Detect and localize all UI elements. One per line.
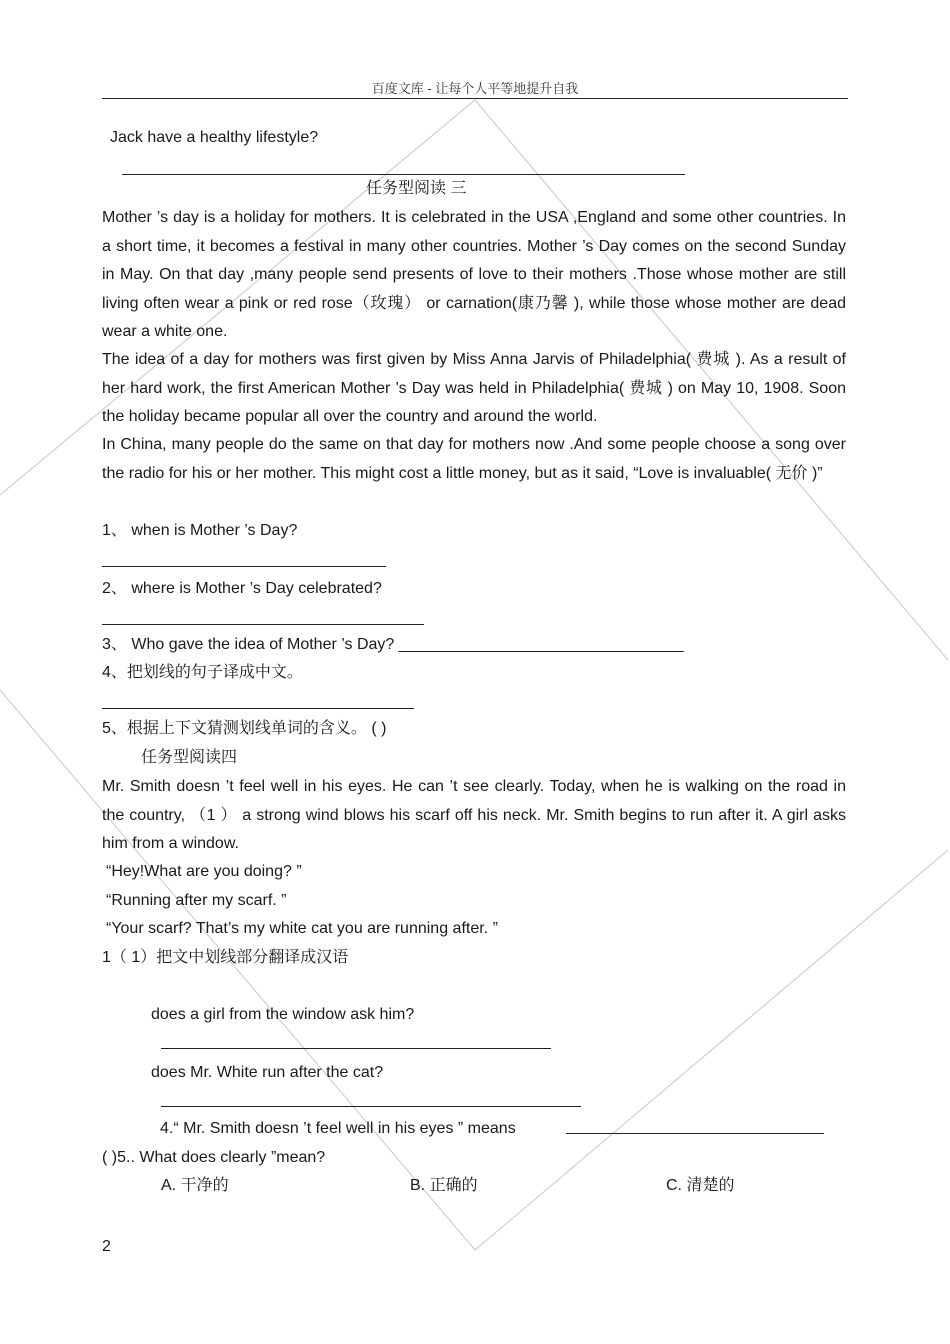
answer-line	[102, 708, 414, 709]
section4-question-3: does Mr. White run after the cat?	[151, 1064, 384, 1081]
answer-line	[161, 1106, 581, 1107]
answer-line	[102, 624, 424, 625]
section3-question-2: 2、 where is Mother ’s Day celebrated?	[102, 580, 382, 597]
page-header: 百度文库 - 让每个人平等地提升自我	[371, 81, 579, 96]
dialogue-line-2: “Running after my scarf. ”	[106, 892, 287, 909]
section3-question-3: 3、 Who gave the idea of Mother ’s Day? ________________________________	[102, 636, 684, 653]
section4-question-2: does a girl from the window ask him?	[151, 1006, 415, 1023]
section3-question-1: 1、 when is Mother ’s Day?	[102, 522, 298, 539]
answer-line	[122, 174, 685, 175]
page-number: 2	[102, 1238, 111, 1255]
header-rule	[102, 98, 848, 99]
prev-question: Jack have a healthy lifestyle?	[110, 129, 319, 146]
answer-line	[102, 566, 386, 567]
option-c: C. 清楚的	[666, 1177, 735, 1194]
dialogue-line-3: “Your scarf? That’s my white cat you are running after. ”	[106, 920, 498, 937]
dialogue-line-1: “Hey!What are you doing? ”	[106, 863, 302, 880]
section3-question-4: 4、把划线的句子译成中文。	[102, 664, 303, 681]
answer-line	[161, 1048, 551, 1049]
option-a: A. 干净的	[161, 1177, 229, 1194]
section4-title: 任务型阅读四	[141, 749, 238, 766]
section3-paragraph-1: Mother ’s day is a holiday for mothers. It is celebrated in the USA ,England and some other countries. In a short time, it becomes a festival in many other countries. Mother ’s Day comes on the second Sunday in May. On that day ,many people send presents of love to their mothers .Those whose mother are still living often wear a pink or red rose（玫瑰） or carnation(康乃馨 ), while those whose mother are dead wear a white one.	[102, 209, 846, 340]
answer-line	[566, 1133, 824, 1134]
section3-paragraph-3: In China, many people do the same on that day for mothers now .And some people choose a song over the radio for his or her mother. This might cost a little money, but as it said, “Love is invaluable( 无价 )”	[102, 436, 846, 482]
section3-question-5: 5、根据上下文猜测划线单词的含义。 ( )	[102, 720, 387, 737]
section3-title: 任务型阅读 三	[366, 180, 467, 197]
section4-question-5: ( )5.. What does clearly ”mean?	[102, 1149, 326, 1166]
section4-question-4: 4.“ Mr. Smith doesn ’t feel well in his eyes ” means	[160, 1120, 516, 1137]
section4-question-1: 1（ 1）把文中划线部分翻译成汉语	[102, 949, 349, 966]
section3-paragraph-2: The idea of a day for mothers was first given by Miss Anna Jarvis of Philadelphia( 费城 ). As a result of her hard work, the first American Mother ’s Day was held in Philadelphia( 费城 ) on May 10, 1908. Soon the holiday became popular all over the country and around the world.	[102, 351, 846, 425]
option-b: B. 正确的	[410, 1177, 478, 1194]
section4-paragraph: Mr. Smith doesn ’t feel well in his eyes. He can ’t see clearly. Today, when he is walking on the road in the country, （1 ） a strong wind blows his scarf off his neck. Mr. Smith begins to run after it. A girl asks him from a window.	[102, 778, 846, 852]
